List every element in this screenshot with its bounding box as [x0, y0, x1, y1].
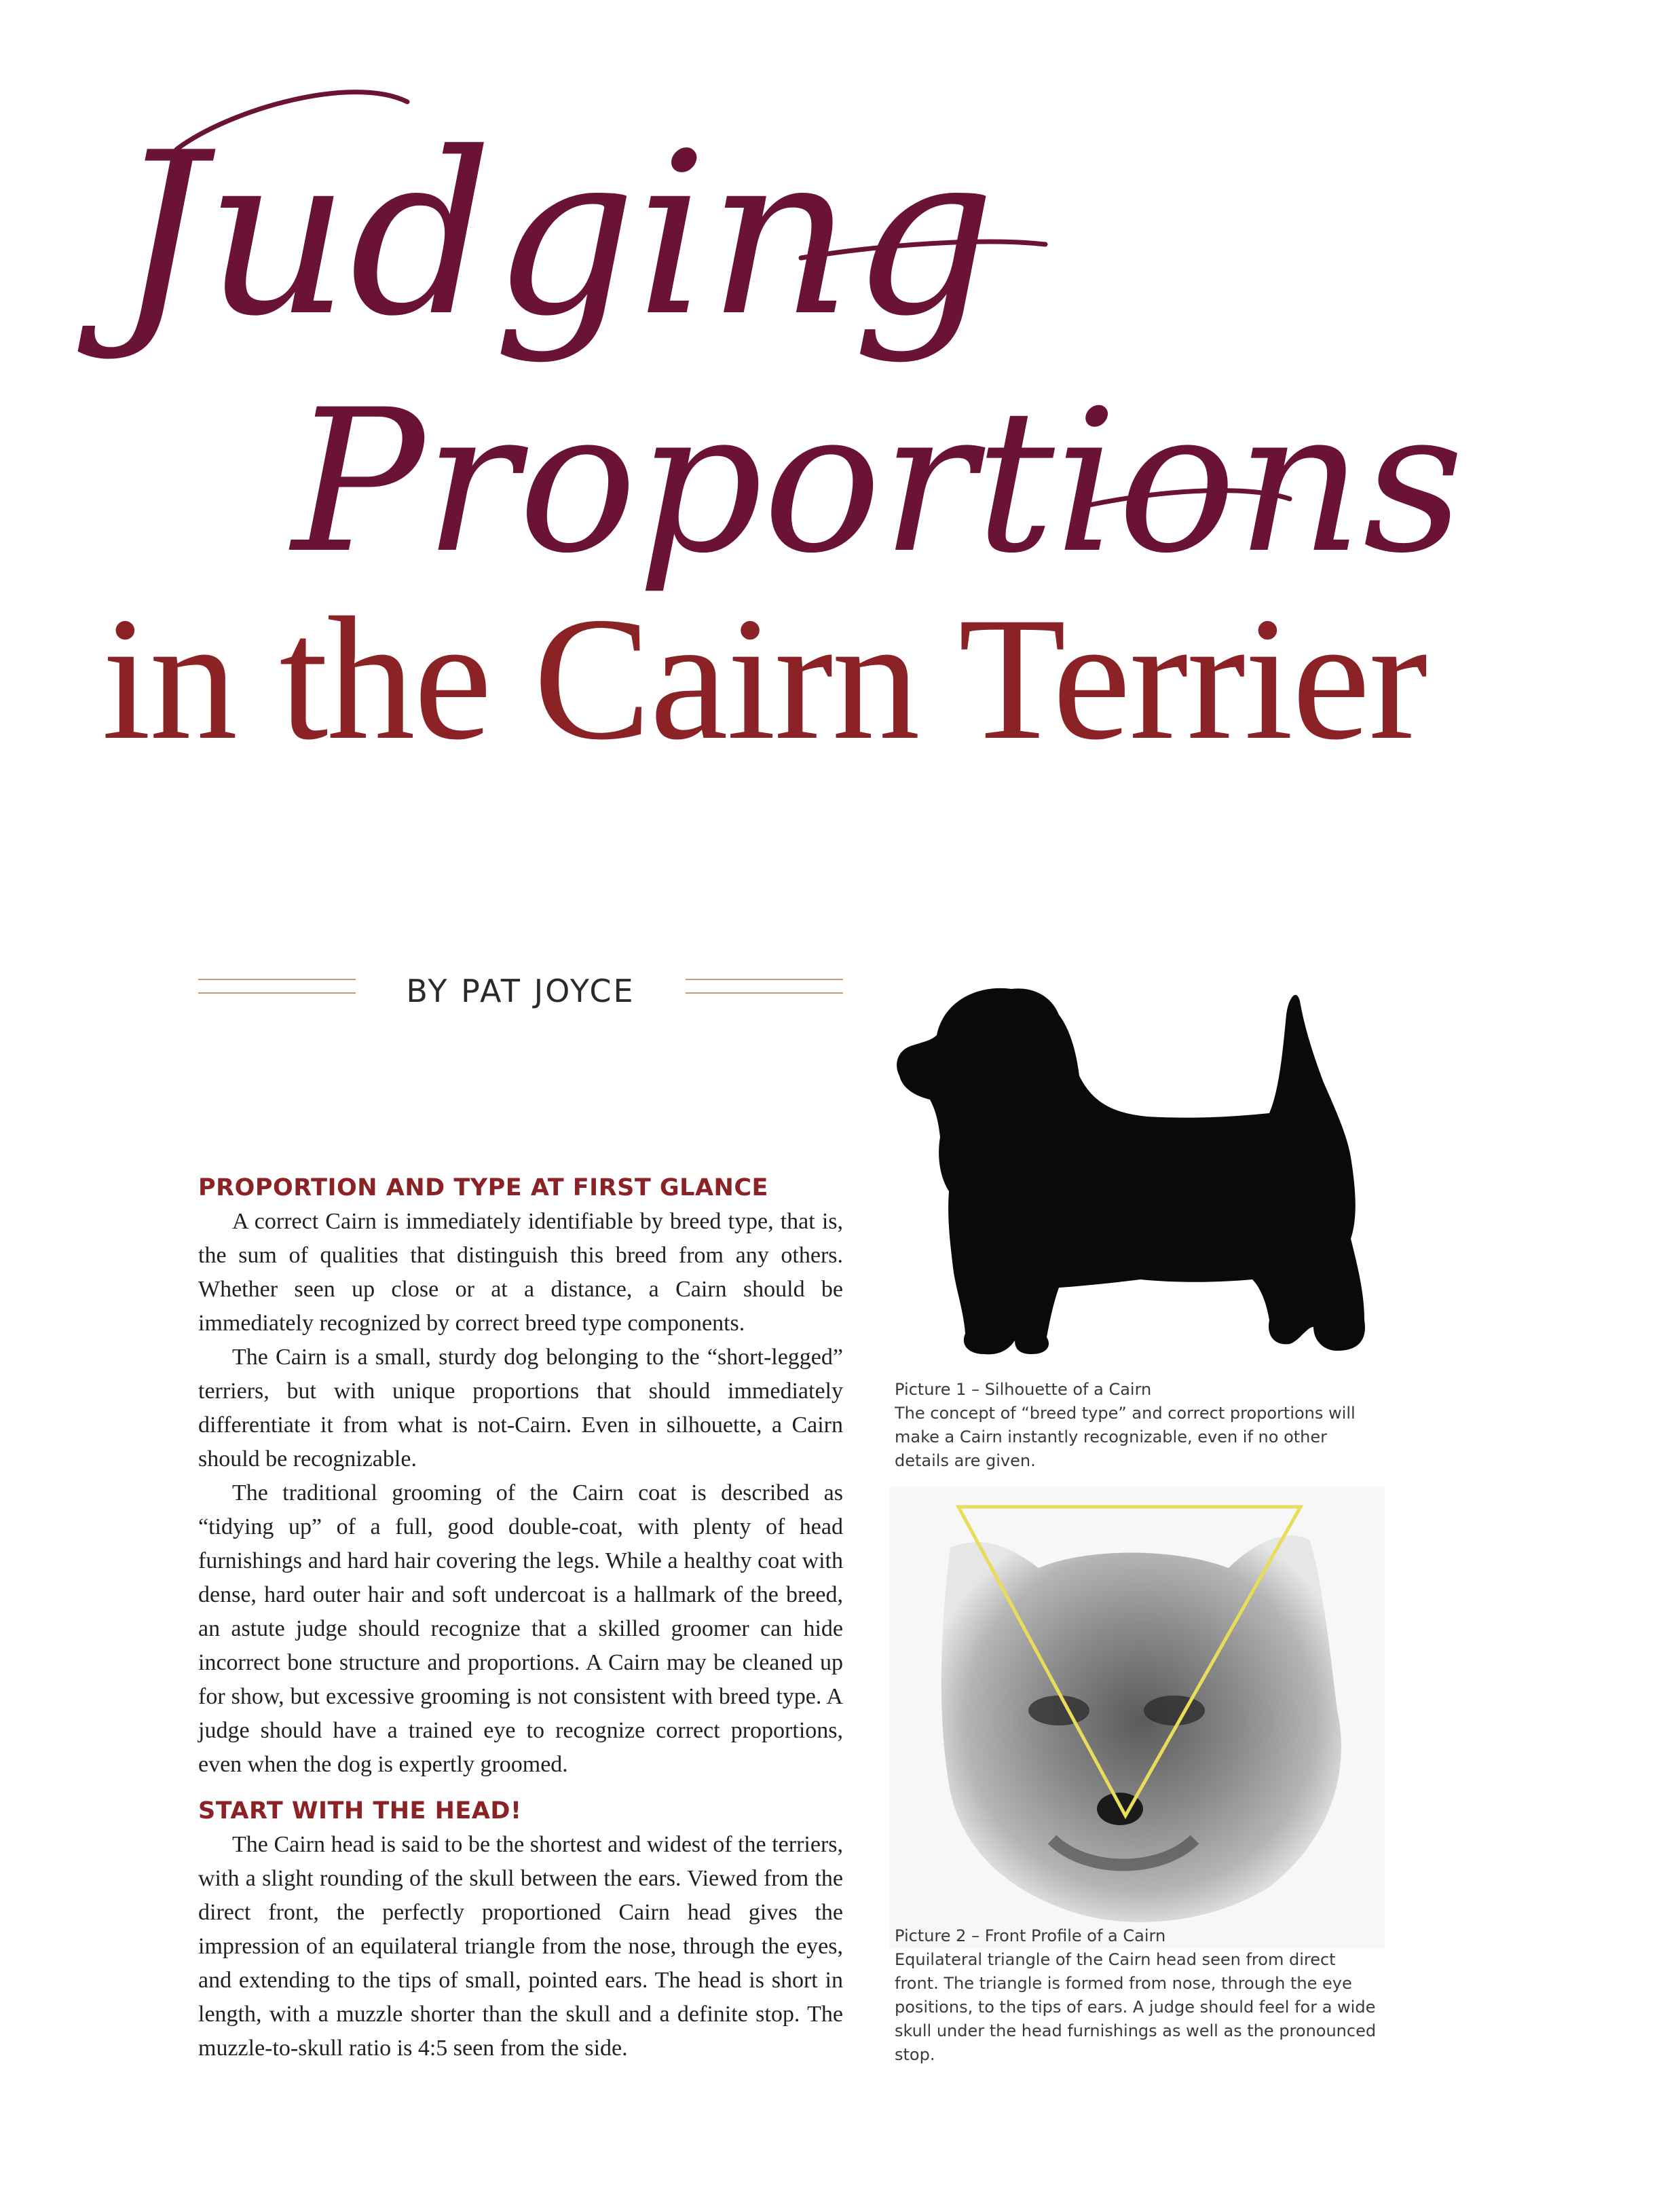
caption-title: Picture 1 – Silhouette of a Cairn	[895, 1380, 1152, 1399]
paragraph: The Cairn is a small, sturdy dog belonging to the “short-legged” terriers, but with unique proportions that should immediately differentiate it from what is not-Cairn. Even in silhouette, a Cairn should be recognizable.	[198, 1345, 843, 1472]
section-heading: START WITH THE HEAD!	[198, 1797, 522, 1825]
dog-eye-right	[1144, 1696, 1205, 1725]
title-line-1: Judging	[115, 105, 996, 365]
paragraph: A correct Cairn is immediately identifiable by breed type, that is, the sum of qualities that distinguish this breed from any others. Whether seen up close or at a distance, a Cairn should be immediately recognized by correct breed type components.	[198, 1209, 843, 1336]
paragraph: The traditional grooming of the Cairn coat is described as “tidying up” of a full, good double-coat, with plenty of head furnishings and hard hair covering the legs. While a healthy coat with dense, hard outer hair and soft undercoat is a hallmark of the breed, an astute judge should recognize that a skilled groomer can hide incorrect bone structure and proportions. A Cairn may be cleaned up for show, but excessive grooming is not consistent with breed type. A judge should have a trained eye to recognize correct proportions, even when the dog is expertly groomed.	[198, 1480, 843, 1777]
caption-title: Picture 2 – Front Profile of a Cairn	[895, 1926, 1166, 1945]
caption-text: Equilateral triangle of the Cairn head seen from direct front. The triangle is formed from nose, through the eye positions, to the tips of ears. A judge should feel for a wide skull under the head furnishings as well as the pronounced stop.	[895, 1950, 1377, 2064]
paragraph: The Cairn head is said to be the shortest and widest of the terriers, with a slight rounding of the skull between the ears. Viewed from the direct front, the perfectly proportioned Cairn head gives the impression of an equilateral triangle from the nose, through the eyes, and extending to the tips of small, pointed ears. The head is short in length, with a muzzle shorter than the skull and a definite stop. The muzzle-to-skull ratio is 4:5 seen from the side.	[198, 1832, 843, 2061]
dog-silhouette	[897, 988, 1365, 1354]
article-body	[198, 1171, 843, 2065]
section-heading: PROPORTION AND TYPE AT FIRST GLANCE	[198, 1174, 768, 1201]
cairn-silhouette-image	[889, 974, 1385, 1374]
figure-1-caption	[895, 1378, 1383, 1473]
cairn-front-profile-image	[889, 1486, 1385, 1948]
title-line-3: in the Cairn Terrier	[102, 581, 1427, 777]
caption-text: The concept of “breed type” and correct proportions will make a Cairn instantly recognizable, even if no other details are given.	[895, 1404, 1356, 1470]
dog-eye-left	[1028, 1696, 1089, 1725]
byline: BY PAT JOYCE	[406, 973, 635, 1009]
title-line-2: Proportions	[292, 368, 1464, 597]
byline-rule-right	[686, 979, 843, 994]
byline-block	[198, 971, 843, 1018]
script-title	[0, 0, 1680, 611]
figure-2-caption	[895, 1924, 1383, 2067]
